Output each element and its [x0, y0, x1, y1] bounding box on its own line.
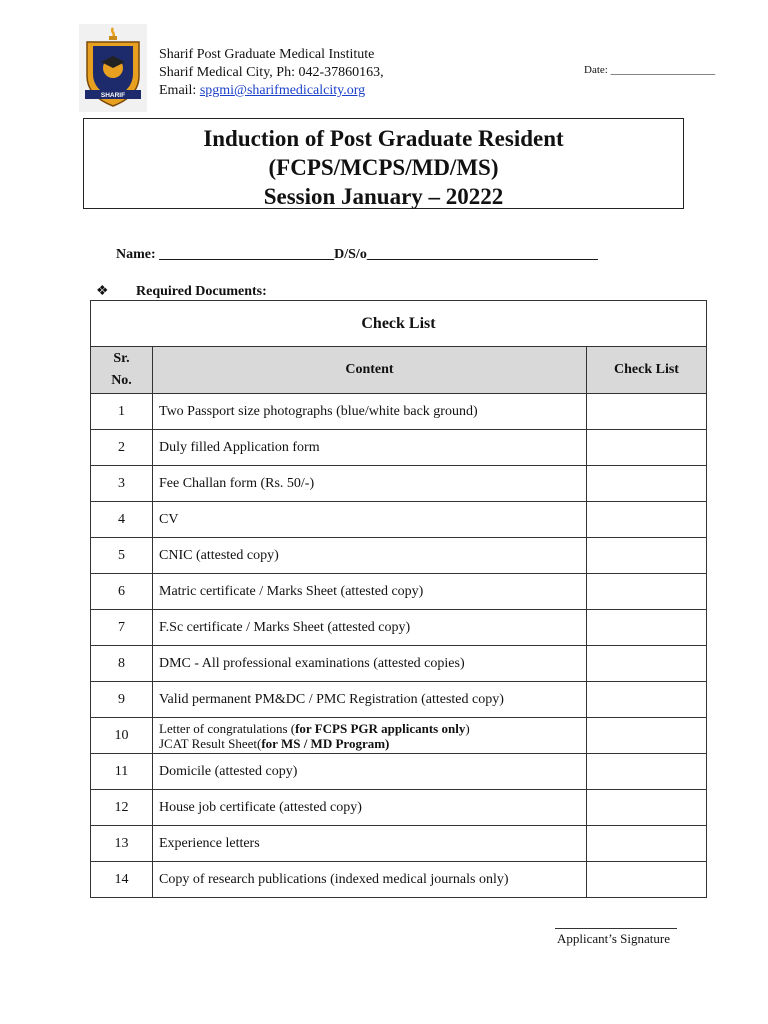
row-check-cell[interactable] — [587, 430, 707, 466]
row-content: Domicile (attested copy) — [153, 754, 587, 790]
institute-logo — [79, 24, 147, 112]
row-content: Fee Challan form (Rs. 50/-) — [153, 466, 587, 502]
row-content: CV — [153, 502, 587, 538]
row-sr: 13 — [91, 826, 153, 862]
row-check-cell[interactable] — [587, 862, 707, 898]
required-documents-heading — [96, 283, 267, 300]
row-sr: 14 — [91, 862, 153, 898]
row-sr: 7 — [91, 610, 153, 646]
row-check-cell[interactable] — [587, 646, 707, 682]
row-check-cell[interactable] — [587, 682, 707, 718]
row-content: F.Sc certificate / Marks Sheet (attested copy) — [153, 610, 587, 646]
svg-text:SHARIF: SHARIF — [100, 92, 126, 99]
row-sr: 4 — [91, 502, 153, 538]
institute-address-phone: Sharif Medical City, Ph: 042-37860163, — [159, 65, 384, 80]
table-row — [91, 826, 707, 862]
title-line-3: Session January – 20222 — [263, 184, 504, 209]
row-check-cell[interactable] — [587, 826, 707, 862]
table-row — [91, 682, 707, 718]
row-sr: 12 — [91, 790, 153, 826]
table-caption: Check List — [91, 301, 707, 347]
row-sr: 5 — [91, 538, 153, 574]
row-content: Letter of congratulations (for FCPS PGR applicants only) JCAT Result Sheet(for MS / MD Program) — [153, 718, 587, 754]
row-check-cell[interactable] — [587, 502, 707, 538]
row-content: Experience letters — [153, 826, 587, 862]
institute-name: Sharif Post Graduate Medical Institute — [159, 47, 375, 62]
row-sr: 1 — [91, 394, 153, 430]
table-row — [91, 430, 707, 466]
header-content: Content — [153, 347, 587, 394]
institute-email-line — [159, 82, 384, 100]
row-check-cell[interactable] — [587, 466, 707, 502]
row-content: Duly filled Application form — [153, 430, 587, 466]
table-row — [91, 574, 707, 610]
table-row — [91, 862, 707, 898]
header-check-list: Check List — [587, 347, 707, 394]
row-sr: 9 — [91, 682, 153, 718]
row-content: Copy of research publications (indexed medical journals only) — [153, 862, 587, 898]
row-sr: 11 — [91, 754, 153, 790]
table-row — [91, 502, 707, 538]
signature-line — [555, 928, 677, 929]
table-row — [91, 790, 707, 826]
row-sr: 6 — [91, 574, 153, 610]
row-content: Two Passport size photographs (blue/white back ground) — [153, 394, 587, 430]
table-row — [91, 394, 707, 430]
row-check-cell[interactable] — [587, 790, 707, 826]
row-check-cell[interactable] — [587, 538, 707, 574]
row-check-cell[interactable] — [587, 574, 707, 610]
table-row — [91, 538, 707, 574]
email-label: Email: — [159, 83, 200, 98]
table-row — [91, 466, 707, 502]
row-content: Matric certificate / Marks Sheet (attested copy) — [153, 574, 587, 610]
row-sr: 10 — [91, 718, 153, 754]
row-sr: 2 — [91, 430, 153, 466]
table-row — [91, 718, 707, 754]
row-check-cell[interactable] — [587, 394, 707, 430]
table-row — [91, 754, 707, 790]
row-check-cell[interactable] — [587, 610, 707, 646]
date-field: Date: ___________________ — [584, 64, 716, 76]
institute-header — [159, 46, 384, 100]
required-documents-label: Required Documents: — [136, 284, 267, 299]
title-box — [83, 118, 684, 209]
name-field-line: Name: _________________________D/S/o_________________________________ — [116, 247, 598, 262]
row-check-cell[interactable] — [587, 754, 707, 790]
diamond-bullet-icon: ❖ — [96, 284, 109, 299]
row-sr: 8 — [91, 646, 153, 682]
row-check-cell[interactable] — [587, 718, 707, 754]
title-line-2: (FCPS/MCPS/MD/MS) — [268, 155, 499, 180]
applicant-signature-label: Applicant’s Signature — [557, 931, 671, 946]
row-content: Valid permanent PM&DC / PMC Registration (attested copy) — [153, 682, 587, 718]
table-header-row — [91, 347, 707, 394]
row-content: DMC - All professional examinations (attested copies) — [153, 646, 587, 682]
title-line-1: Induction of Post Graduate Resident — [203, 126, 564, 151]
header-sr-no: Sr. No. — [91, 347, 153, 394]
row-content: CNIC (attested copy) — [153, 538, 587, 574]
row-content: House job certificate (attested copy) — [153, 790, 587, 826]
checklist-table — [90, 300, 707, 898]
table-row — [91, 610, 707, 646]
table-row — [91, 646, 707, 682]
row-sr: 3 — [91, 466, 153, 502]
email-link[interactable]: spgmi@sharifmedicalcity.org — [199, 83, 366, 98]
